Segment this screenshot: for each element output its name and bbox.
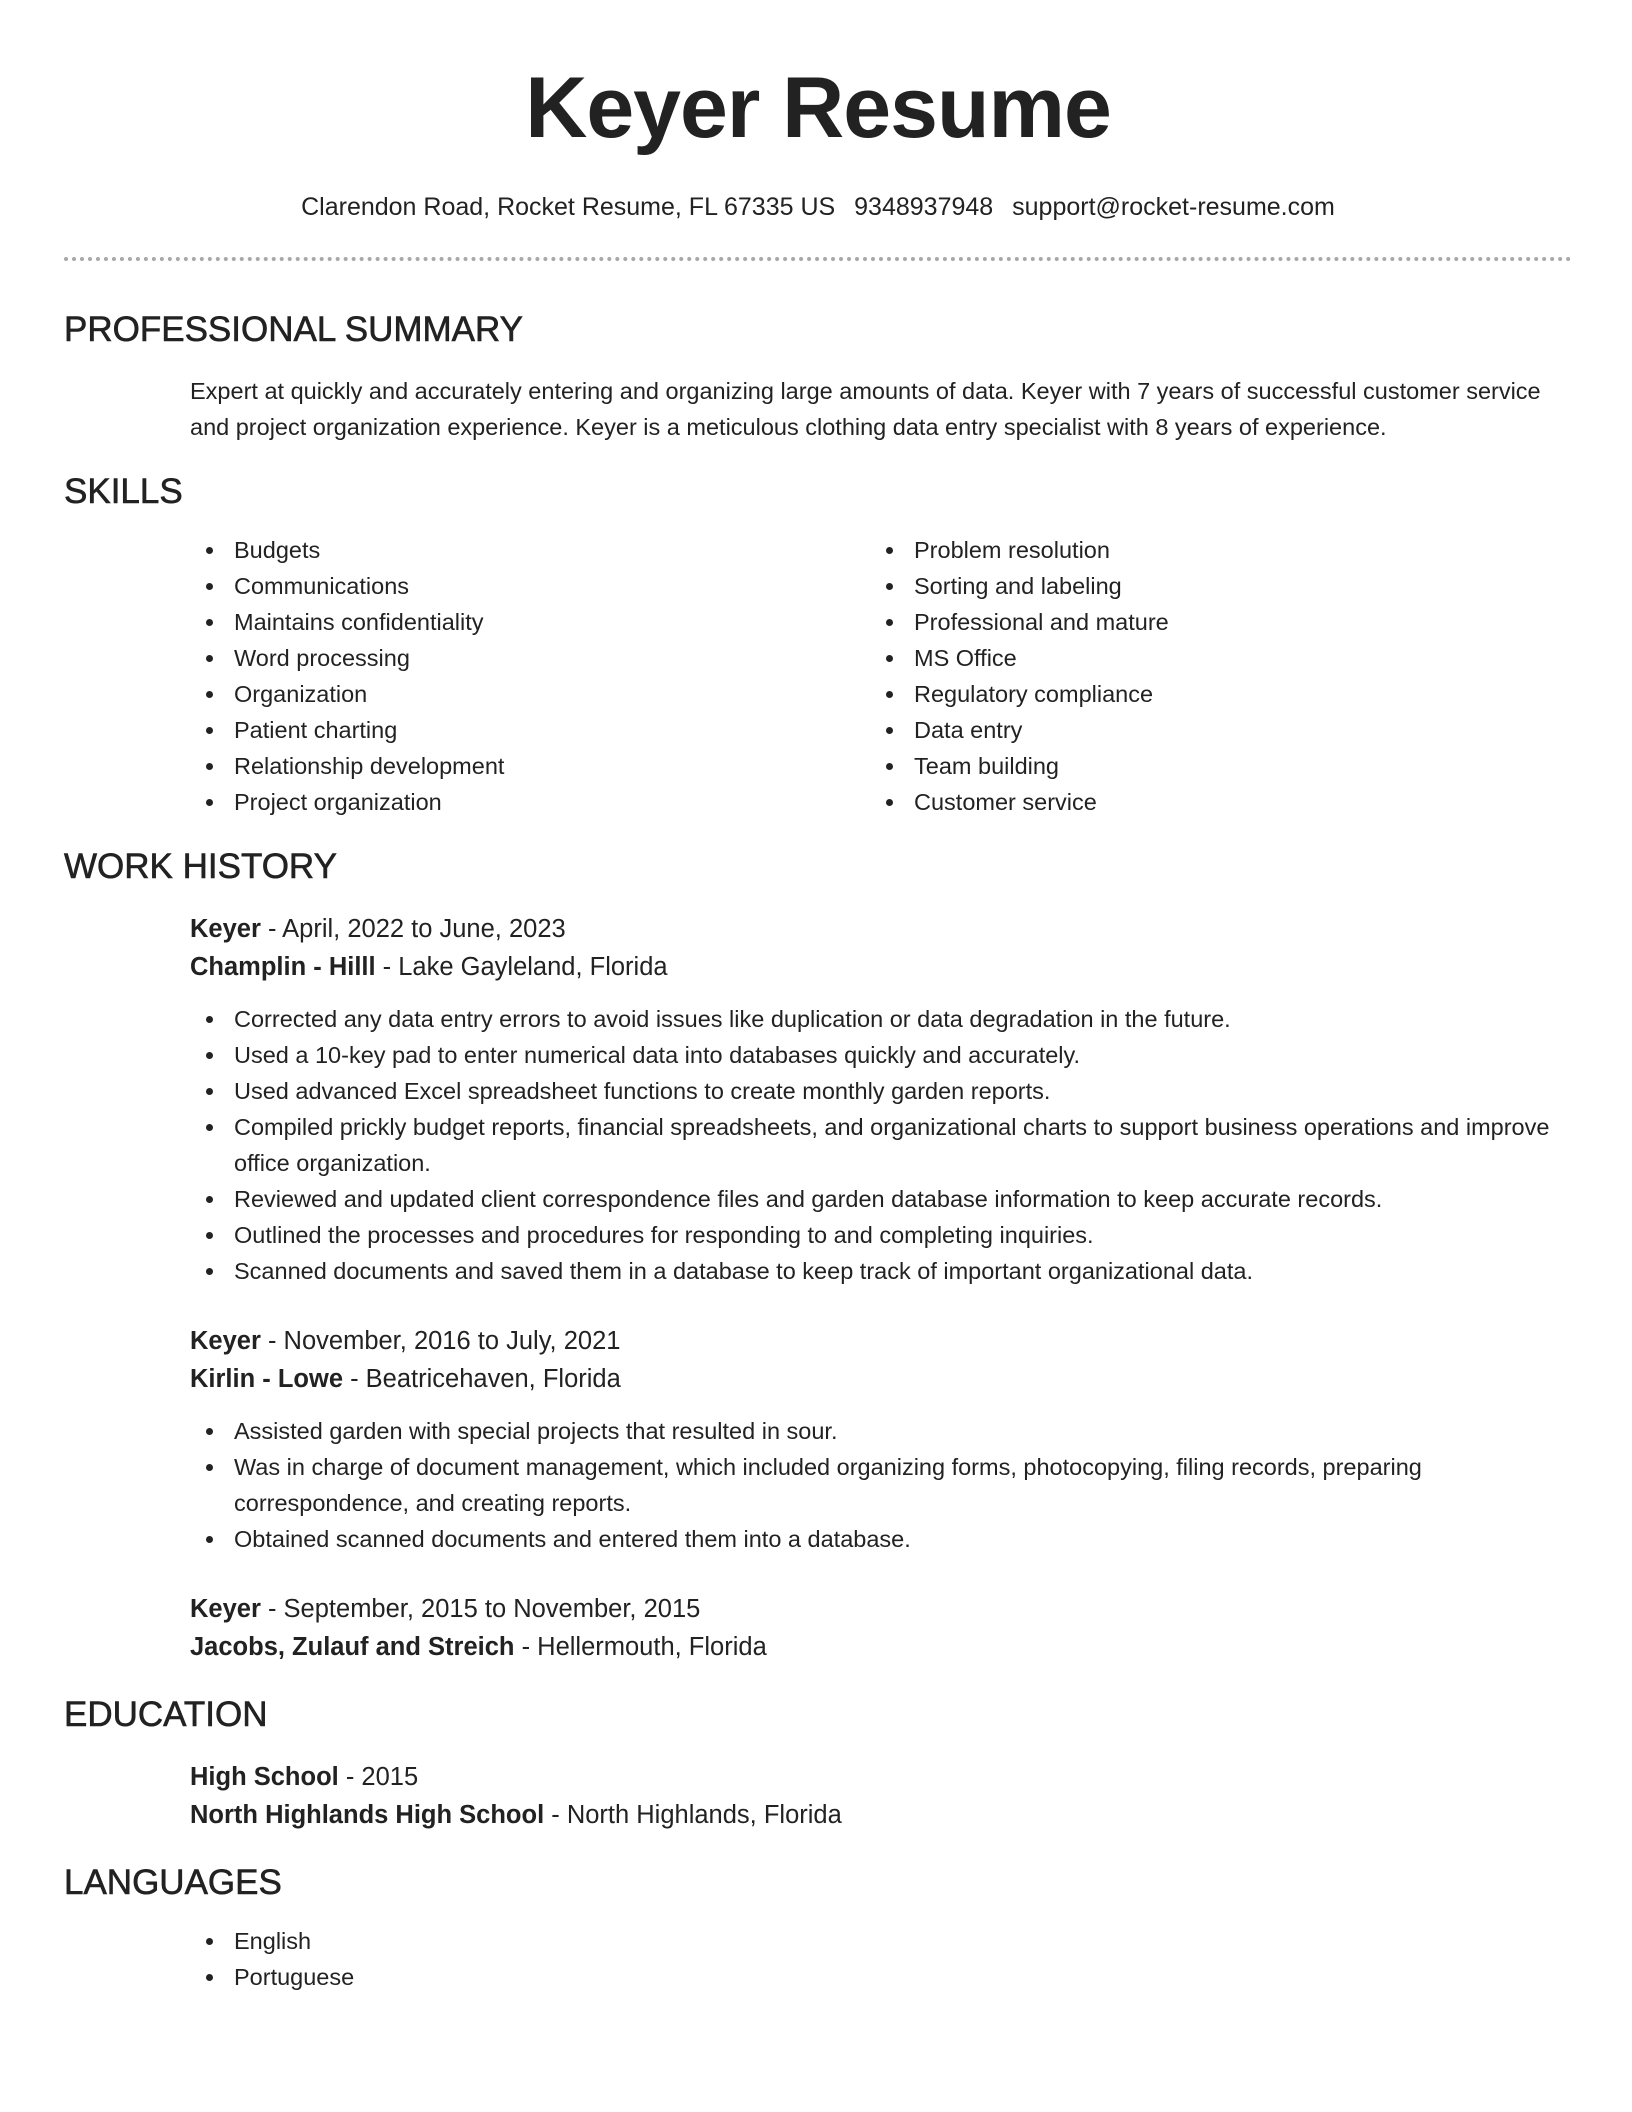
job-title: Keyer [190,1327,261,1355]
job-location: - Beatricehaven, Florida [343,1365,621,1393]
skill-item: Organization [190,676,870,712]
job-dates: - September, 2015 to November, 2015 [260,1595,701,1623]
job-title-line [190,1322,1572,1360]
job-bullet: Outlined the processes and procedures for responding to and completing inquiries. [190,1217,1572,1253]
language-item: English [190,1923,1572,1959]
job-company: Jacobs, Zulauf and Streich [190,1633,515,1661]
section-heading-education: EDUCATION [64,1695,268,1734]
skill-item: Problem resolution [870,532,1550,568]
education-degree-line [190,1758,1572,1796]
skill-item: Word processing [190,640,870,676]
education-year: - 2015 [338,1763,419,1791]
education-degree: High School [190,1763,339,1791]
contact-phone: 9348937948 [854,193,994,221]
job-bullet: Reviewed and updated client correspondence files and garden database information to keep accurate records. [190,1181,1572,1217]
skill-item: Communications [190,568,870,604]
job-title: Keyer [190,1595,261,1623]
languages-list [190,1923,1572,1995]
resume-name: Keyer Resume [525,60,1111,156]
job-bullet: Compiled prickly budget reports, financial spreadsheets, and organizational charts to support business operations and improve office organization. [190,1109,1572,1181]
skill-item: Sorting and labeling [870,568,1550,604]
job-bullet: Used advanced Excel spreadsheet functions to create monthly garden reports. [190,1073,1572,1109]
job-company: Kirlin - Lowe [190,1365,343,1393]
job-bullet: Corrected any data entry errors to avoid issues like duplication or data degradation in the future. [190,1001,1572,1037]
job-company-line [190,948,1572,986]
skill-item: Maintains confidentiality [190,604,870,640]
job-bullet: Scanned documents and saved them in a database to keep track of important organizational data. [190,1253,1572,1289]
job-title-line [190,1590,1572,1628]
education-entry [190,1758,1572,1834]
job-bullet: Used a 10-key pad to enter numerical data into databases quickly and accurately. [190,1037,1572,1073]
skill-item: Relationship development [190,748,870,784]
skill-item: Customer service [870,784,1550,820]
job-dates: - April, 2022 to June, 2023 [260,915,566,943]
resume-page [64,0,1572,1995]
skill-item: Budgets [190,532,870,568]
job-title-line [190,910,1572,948]
contact-email: support@rocket-resume.com [1012,193,1335,221]
job-bullets [190,1001,1572,1289]
skill-item: Team building [870,748,1550,784]
skill-item: MS Office [870,640,1550,676]
job-entry [190,1322,1572,1557]
job-entry [190,910,1572,1289]
job-company-line [190,1628,1572,1666]
job-bullets [190,1413,1572,1557]
job-bullet: Obtained scanned documents and entered them into a database. [190,1521,1572,1557]
section-heading-work-history: WORK HISTORY [64,847,337,886]
education-location: - North Highlands, Florida [544,1801,842,1829]
skill-item: Data entry [870,712,1550,748]
skill-item: Project organization [190,784,870,820]
skills-column-right [870,532,1550,820]
job-dates: - November, 2016 to July, 2021 [260,1327,621,1355]
job-location: - Lake Gayleland, Florida [375,953,668,981]
skills-column-left [190,532,870,820]
skill-item: Patient charting [190,712,870,748]
education-school: North Highlands High School [190,1801,545,1829]
skills-list [190,532,1572,820]
contact-address: Clarendon Road, Rocket Resume, FL 67335 US [301,193,836,221]
contact-line [64,192,1572,222]
skill-item: Professional and mature [870,604,1550,640]
job-bullet: Was in charge of document management, which included organizing forms, photocopying, filing records, preparing correspondence, and creating reports. [190,1449,1572,1521]
job-bullet: Assisted garden with special projects that resulted in sour. [190,1413,1572,1449]
section-heading-languages: LANGUAGES [64,1863,282,1902]
section-heading-skills: SKILLS [64,472,183,511]
skill-item: Regulatory compliance [870,676,1550,712]
header-divider [64,257,1572,261]
section-heading-summary: PROFESSIONAL SUMMARY [64,310,523,349]
job-title: Keyer [190,915,261,943]
job-location: - Hellermouth, Florida [514,1633,767,1661]
job-company: Champlin - Hilll [190,953,376,981]
job-company-line [190,1360,1572,1398]
job-entry [190,1590,1572,1666]
summary-text: Expert at quickly and accurately entering and organizing large amounts of data. Keyer with 7 years of successful customer service and project organization experience. Keyer is a meticulous clothing data entry specialist with 8 years of experience. [190,378,1541,440]
language-item: Portuguese [190,1959,1572,1995]
education-school-line [190,1796,1572,1834]
